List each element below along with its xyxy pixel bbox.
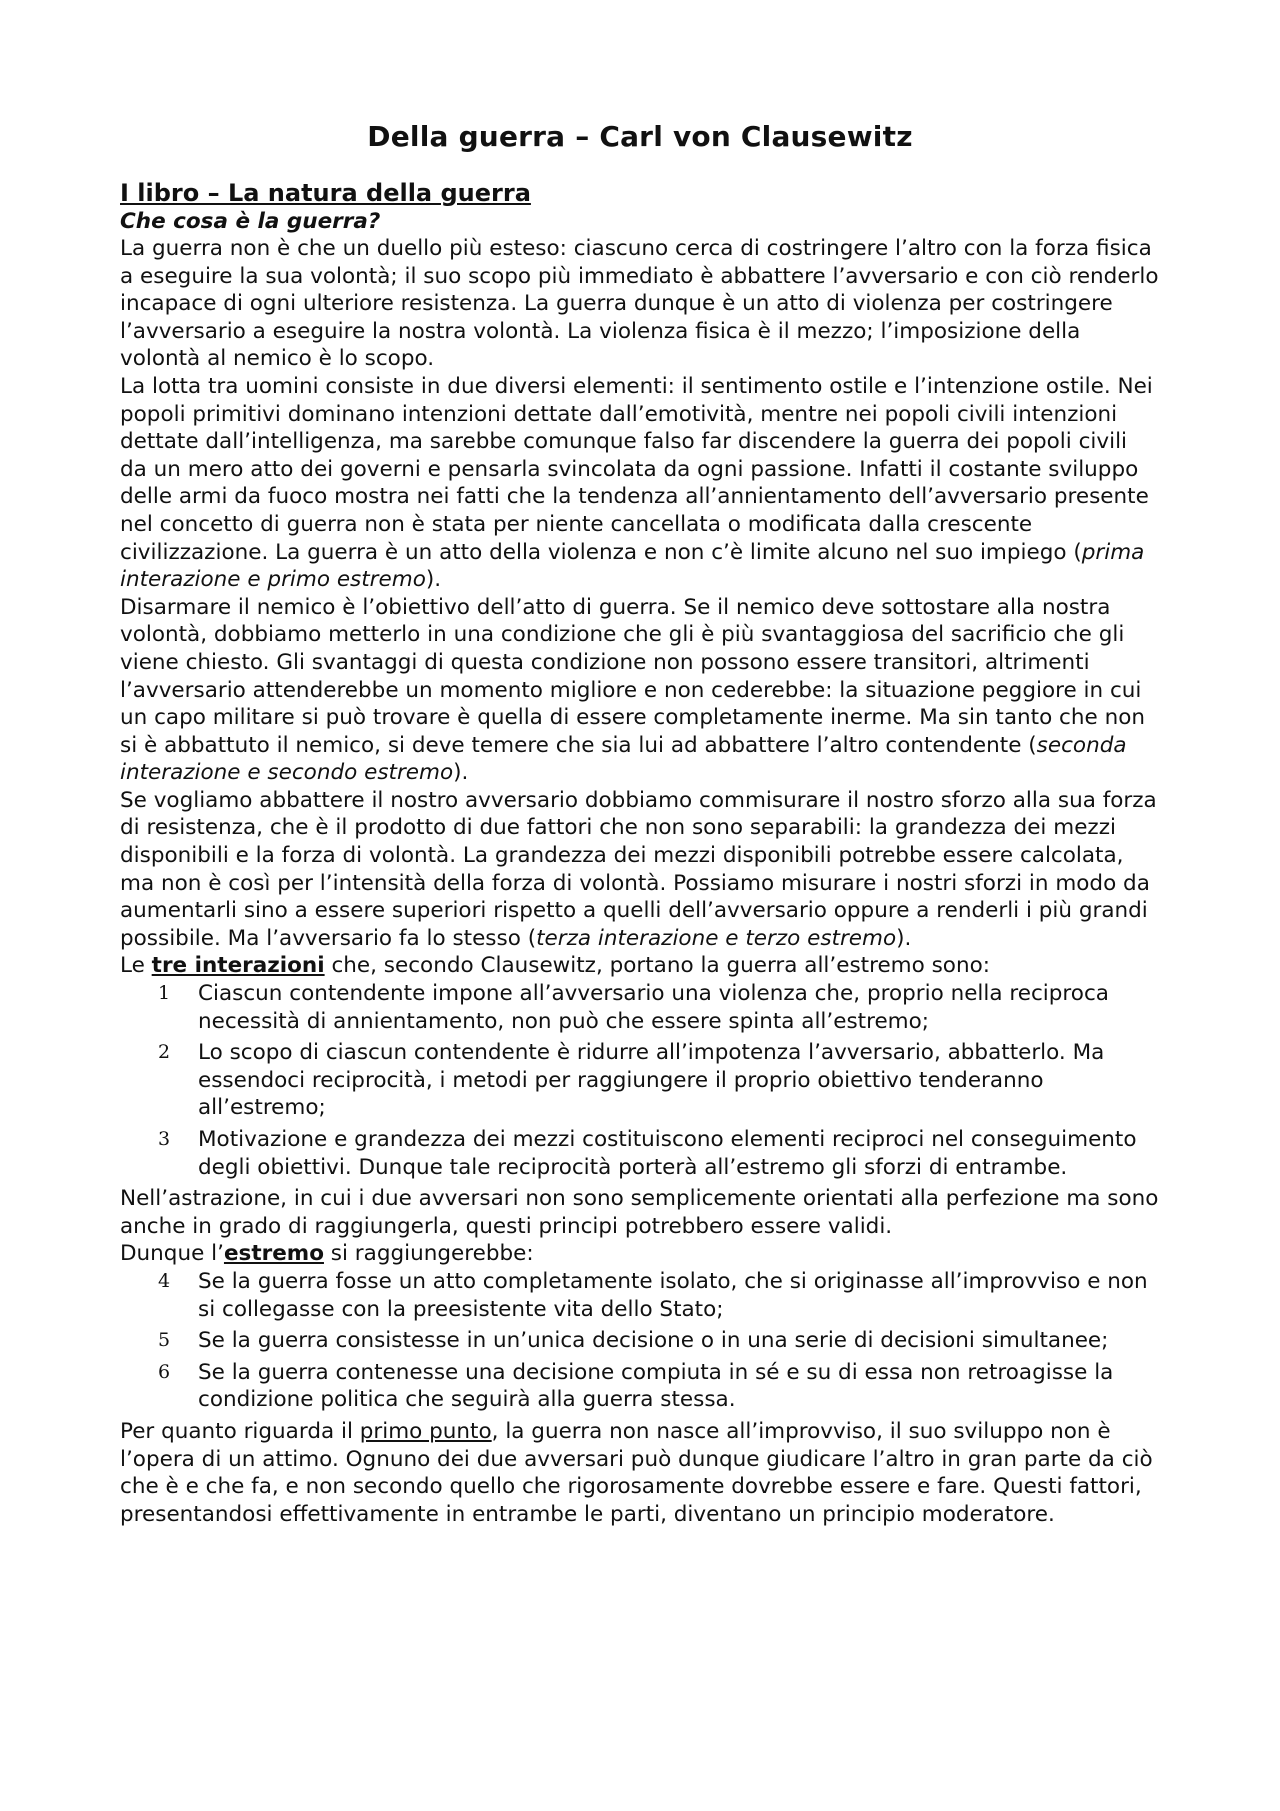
paragraph-4-text: Se vogliamo abbattere il nostro avversario dobbiamo commisurare il nostro sforzo alla sua forza di resistenza, che è il prodotto di due fattori che non sono separabili: la grandezza dei mezzi disponibili e la forza di volontà. La grandezza dei mezzi disponibili potrebbe essere calcolata, ma non è così per l’intensità della forza di volontà. Possiamo misurare i nostri sforzi in modo da aumentarli sino a essere superiori rispetto a quelli dell’avversario oppure a renderli i più grandi possibile. Ma l’avversario fa lo stesso ( bbox=[120, 787, 1157, 951]
paragraph-5-end: che, secondo Clausewitz, portano la guerra all’estremo sono: bbox=[324, 953, 990, 979]
paragraph-3-italic: seconda interazione e secondo estremo bbox=[120, 732, 1127, 786]
list-item bbox=[120, 1126, 1160, 1181]
paragraph-3 bbox=[120, 594, 1160, 787]
paragraph-3-text: Disarmare il nemico è l’obiettivo dell’atto di guerra. Se il nemico deve sottostare alla nostra volontà, dobbiamo metterlo in una condizione che gli è più svantaggiosa del sacrificio che gli viene chiesto. Gli svantaggi di questa condizione non possono essere transitori, altrimenti l’avversario attenderebbe un momento migliore e non cederebbe: la situazione peggiore in cui un capo militare si può trovare è quella di essere completamente inerme. Ma sin tanto che non si è abbattuto il nemico, si deve temere che sia lui ad abbattere l’altro contendente ( bbox=[120, 594, 1145, 758]
paragraph-4-end: ). bbox=[896, 925, 912, 951]
paragraph-3-end: ). bbox=[453, 760, 469, 786]
sub-heading: Che cosa è la guerra? bbox=[120, 209, 381, 234]
paragraph-8-underlined: primo punto bbox=[359, 1418, 492, 1444]
document-title: Della guerra – Carl von Clausewitz bbox=[367, 120, 913, 153]
list-item-number: 5 bbox=[158, 1329, 171, 1352]
list-item-text: Se la guerra consistesse in un’unica decisione o in una serie di decisioni simultanee; bbox=[198, 1328, 1109, 1354]
paragraph-2-text: La lotta tra uomini consiste in due diversi elementi: il sentimento ostile e l’intenzione ostile. Nei popoli primitivi dominano intenzioni dettate dall’emotività, mentre nei popoli civili intenzioni dettate dall’intelligenza, ma sarebbe comunque falso far discendere la guerra dei popoli civili da un mero atto dei governi e pensarla svincolata da ogni passione. Infatti il costante sviluppo delle armi da fuoco mostra nei fatti che la tendenza all’annientamento dell’avversario presente nel concetto di guerra non è stata per niente cancellata o modificata dalla crescente civilizzazione. La guerra è un atto della violenza e non c’è limite alcuno nel suo impiego ( bbox=[120, 373, 1153, 565]
list-item-text: Se la guerra fosse un atto completamente isolato, che si originasse all’improvviso e non si collegasse con la preesistente vita dello Stato; bbox=[198, 1268, 1148, 1322]
paragraph-7-text: Dunque l’ bbox=[120, 1241, 224, 1267]
document-page bbox=[120, 118, 1160, 1528]
paragraph-2-end: ). bbox=[425, 567, 442, 593]
paragraph-8 bbox=[120, 1418, 1160, 1528]
paragraph-6: Nell’astrazione, in cui i due avversari non sono semplicemente orientati alla perfezione ma sono anche in grado di raggiungerla, questi principi potrebbero essere validi. bbox=[120, 1186, 1159, 1239]
paragraph-8-end: , la guerra non nasce all’improvviso, il suo sviluppo non è l’opera di un attimo. Ognuno dei due avversari può dunque giudicare l’altro in gran parte da ciò che è e che fa, e non secondo quello che rigorosamente dovrebbe essere e fare. Questi fattori, presentandosi effettivamente in entrambe le parti, diventano un principio moderatore. bbox=[120, 1418, 1153, 1527]
paragraph-5 bbox=[120, 952, 1160, 980]
paragraph-8-text: Per quanto riguarda il bbox=[120, 1418, 360, 1444]
list-item bbox=[120, 1039, 1160, 1122]
document-body bbox=[120, 235, 1160, 1528]
list-item-number: 4 bbox=[158, 1269, 171, 1292]
list-item-number: 1 bbox=[158, 982, 171, 1005]
list-item bbox=[120, 980, 1160, 1035]
list-item-number: 6 bbox=[158, 1360, 171, 1383]
paragraph-7 bbox=[120, 1240, 1160, 1268]
paragraph-4 bbox=[120, 787, 1160, 953]
list-item bbox=[120, 1327, 1160, 1355]
list-item bbox=[120, 1359, 1160, 1414]
list-item-text: Motivazione e grandezza dei mezzi costituiscono elementi reciproci nel conseguimento degli obiettivi. Dunque tale reciprocità porterà all’estremo gli sforzi di entrambe. bbox=[198, 1127, 1137, 1180]
paragraph-4-italic: terza interazione e terzo estremo bbox=[536, 925, 897, 951]
paragraph-5-text: Le bbox=[120, 953, 152, 979]
paragraph-5-emphasis: tre interazioni bbox=[151, 953, 325, 979]
paragraph-7-emphasis: estremo bbox=[223, 1241, 324, 1267]
paragraph-2 bbox=[120, 373, 1160, 594]
list-item-text: Se la guerra contenesse una decisione compiuta in sé e su di essa non retroagisse la condizione politica che seguirà alla guerra stessa. bbox=[198, 1359, 1114, 1413]
interactions-list bbox=[120, 980, 1160, 1181]
list-item-text: Lo scopo di ciascun contendente è ridurre all’impotenza l’avversario, abbatterlo. Ma essendoci reciprocità, i metodi per raggiungere il proprio obiettivo tenderanno all’estremo; bbox=[198, 1040, 1105, 1121]
list-item-number: 3 bbox=[158, 1128, 171, 1150]
paragraph-7-end: si raggiungerebbe: bbox=[323, 1241, 534, 1267]
list-item bbox=[120, 1268, 1160, 1323]
paragraph-2-italic: prima interazione e primo estremo bbox=[120, 539, 1145, 593]
paragraph-1: La guerra non è che un duello più esteso: ciascuno cerca di costringere l’altro con la forza fisica a eseguire la sua volontà; il suo scopo più immediato è abbattere l’avversario e con ciò renderlo incapace di ogni ulteriore resistenza. La guerra dunque è un atto di violenza per costringere l’avversario a eseguire la nostra volontà. La violenza fisica è il mezzo; l’imposizione della volontà al nemico è lo scopo. bbox=[120, 236, 1159, 372]
extreme-conditions-list bbox=[120, 1268, 1160, 1414]
list-item-number: 2 bbox=[158, 1041, 171, 1064]
list-item-text: Ciascun contendente impone all’avversario una violenza che, proprio nella reciproca necessità di annientamento, non può che essere spinta all’estremo; bbox=[198, 981, 1109, 1034]
section-heading: I libro – La natura della guerra bbox=[120, 179, 531, 207]
